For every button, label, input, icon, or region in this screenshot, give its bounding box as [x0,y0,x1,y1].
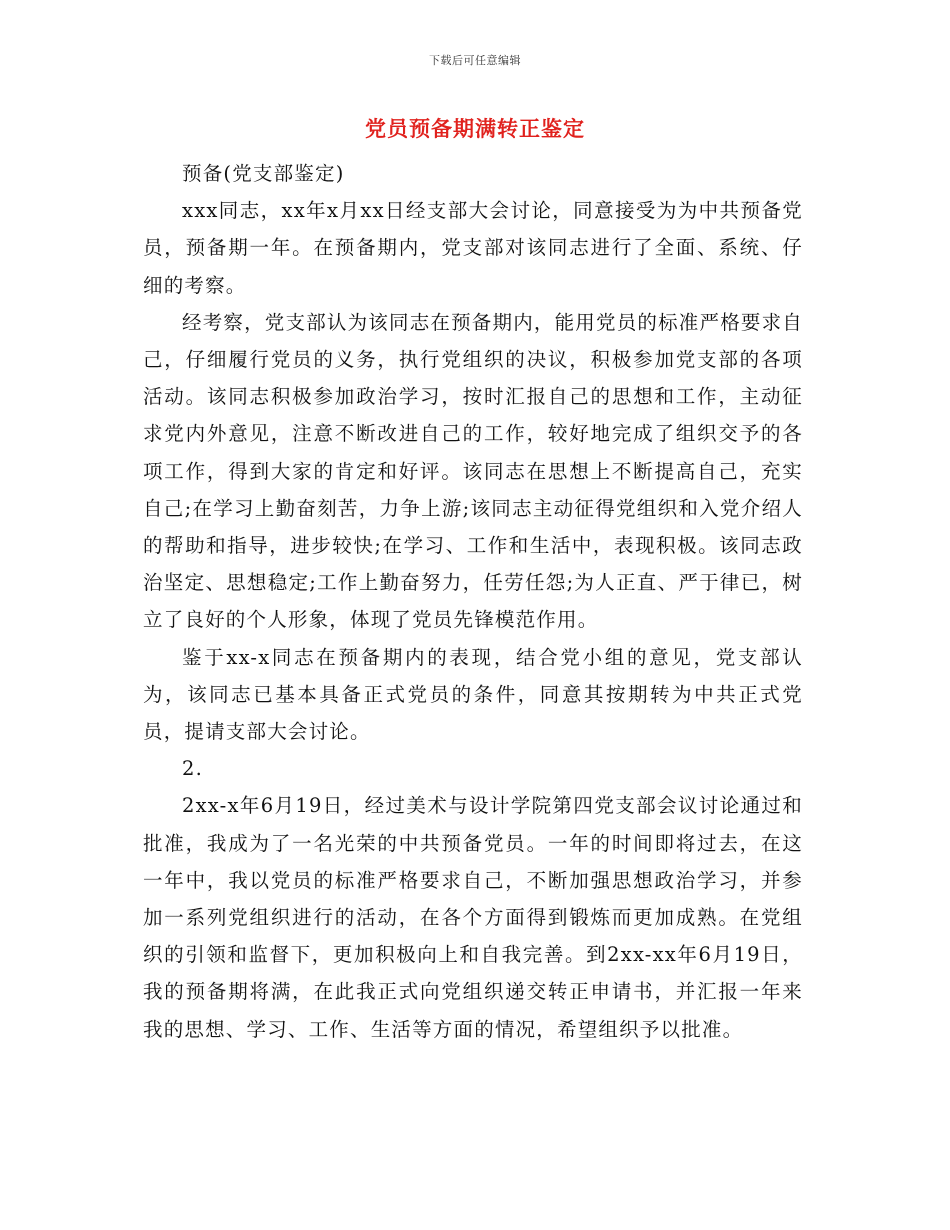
paragraph-section-heading: 预备(党支部鉴定) [182,162,345,185]
document-body [143,155,803,1048]
paragraph-personal-report: 2xx-x年6月19日，经过美术与设计学院第四党支部会议讨论通过和批准，我成为了一名光荣的中共预备党员。一年的时间即将过去，在这一年中，我以党员的标准严格要求自己，不断加强思想政治学习，并参加一系列党组织进行的活动，在各个方面得到锻炼而更加成熟。在党组织的引领和监督下，更加积极向上和自我完善。到2xx-xx年6月19日，我的预备期将满，在此我正式向党组织递交转正申请书，并汇报一年来我的思想、学习、工作、生活等方面的情况，希望组织予以批准。 [143,794,803,1041]
paragraph-evaluation: 经考察，党支部认为该同志在预备期内，能用党员的标准严格要求自己，仔细履行党员的义务，执行党组织的决议，积极参加党支部的各项活动。该同志积极参加政治学习，按时汇报自己的思想和工作，主动征求党内外意见，注意不断改进自己的工作，较好地完成了组织交予的各项工作，得到大家的肯定和好评。该同志在思想上不断提高自己，充实自己;在学习上勤奋刻苦，力争上游;该同志主动征得党组织和入党介绍人的帮助和指导，进步较快;在学习、工作和生活中，表现积极。该同志政治坚定、思想稳定;工作上勤奋努力，任劳任怨;为人正直、严于律已，树立了良好的个人形象，体现了党员先锋模范作用。 [143,310,804,632]
paragraph-conclusion: 鉴于xx-x同志在预备期内的表现，结合党小组的意见，党支部认为，该同志已基本具备正式党员的条件，同意其按期转为中共正式党员，提请支部大会讨论。 [143,645,803,744]
paragraph-section-number: 2. [182,757,204,781]
header-note: 下载后可任意编辑 [429,54,521,67]
paragraph-introduction: xxx同志，xx年x月xx日经支部大会讨论，同意接受为为中共预备党员，预备期一年。在预备期内，党支部对该同志进行了全面、系统、仔细的考察。 [143,199,803,297]
document-title: 党员预备期满转正鉴定 [365,117,585,141]
